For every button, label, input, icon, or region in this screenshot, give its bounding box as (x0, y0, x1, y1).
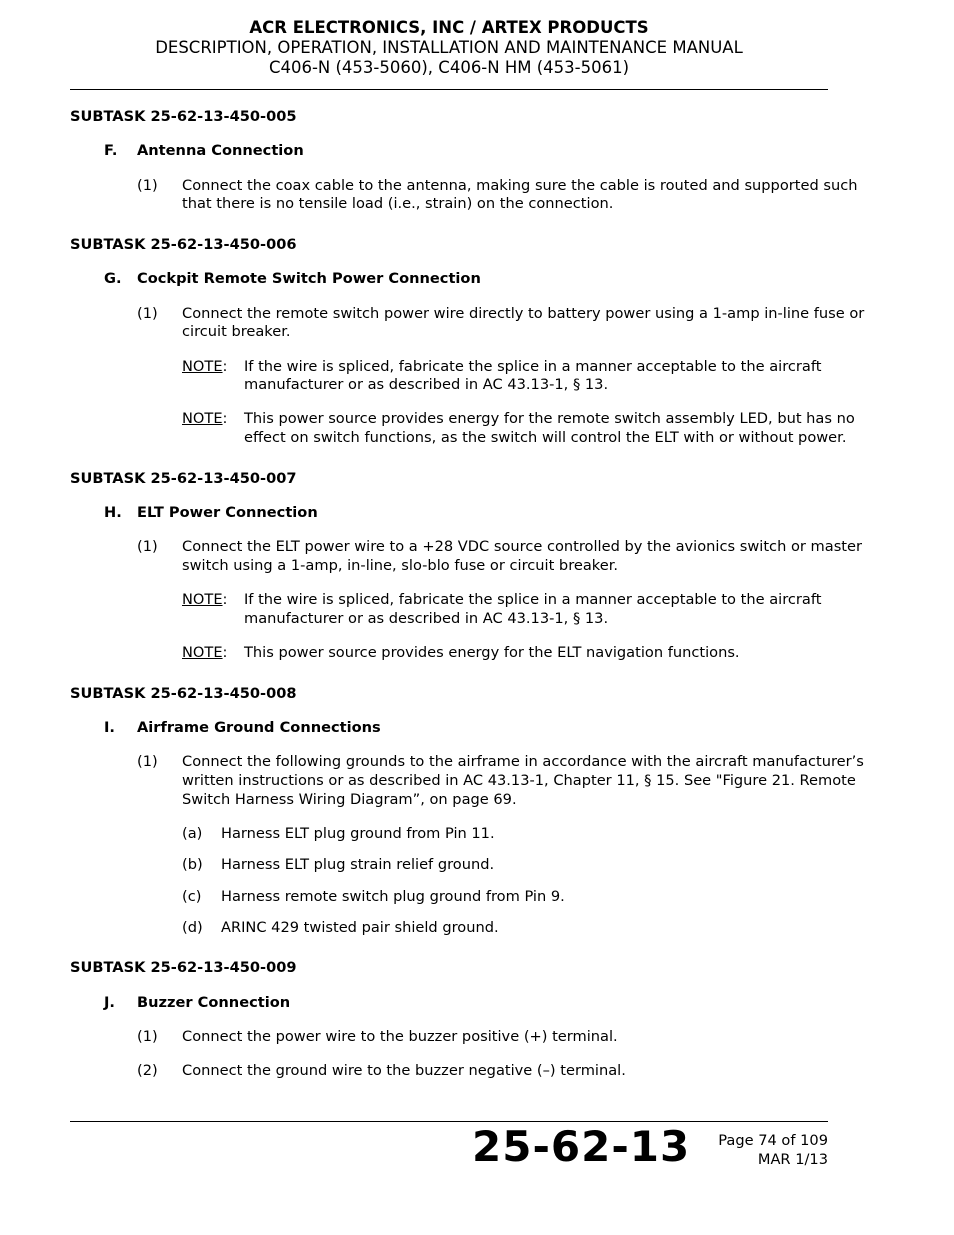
note-line: If the wire is spliced, fabricate the splice in a manner acceptable to the aircraft (244, 358, 822, 375)
step-number: (1) (137, 177, 158, 194)
substep-number: (d) (182, 919, 203, 936)
step-line: Connect the power wire to the buzzer positive (+) terminal. (182, 1028, 618, 1045)
note-line: This power source provides energy for the ELT navigation functions. (244, 644, 740, 661)
note-line: manufacturer or as described in AC 43.13-1, § 13. (244, 376, 609, 393)
note-line: This power source provides energy for the remote switch assembly LED, but has no (244, 410, 855, 427)
step-line: Connect the coax cable to the antenna, making sure the cable is routed and supported such (182, 177, 858, 194)
subtask-id: SUBTASK 25-62-13-450-008 (70, 685, 297, 702)
step-line: Connect the ELT power wire to a +28 VDC source controlled by the avionics switch or master (182, 538, 862, 555)
step-line: circuit breaker. (182, 323, 291, 340)
manual-title: DESCRIPTION, OPERATION, INSTALLATION AND MAINTENANCE MANUAL (155, 38, 743, 57)
step-line: switch using a 1-amp, in-line, slo-blo fuse or circuit breaker. (182, 557, 619, 574)
section-letter: G. (104, 270, 122, 287)
note-label: NOTE: (182, 410, 228, 427)
step-line: Connect the remote switch power wire directly to battery power using a 1-amp in-line fuse or (182, 305, 865, 322)
section-heading: Airframe Ground Connections (137, 719, 381, 736)
step-number: (2) (137, 1062, 158, 1079)
section-letter: J. (104, 994, 115, 1011)
model-numbers: C406-N (453-5060), C406-N HM (453-5061) (268, 58, 630, 77)
step-number: (1) (137, 305, 158, 322)
substep-number: (a) (182, 825, 203, 842)
note-label: NOTE: (182, 358, 228, 375)
substep-number: (b) (182, 856, 203, 873)
section-letter: H. (104, 504, 122, 521)
subtask-id: SUBTASK 25-62-13-450-006 (70, 236, 297, 253)
substep-text: Harness remote switch plug ground from Pin 9. (221, 888, 565, 905)
note-line: If the wire is spliced, fabricate the splice in a manner acceptable to the aircraft (244, 591, 822, 608)
note-line: manufacturer or as described in AC 43.13-1, § 13. (244, 610, 609, 627)
step-line: written instructions or as described in AC 43.13-1, Chapter 11, § 15. See "Figure 21. Remote (182, 772, 856, 789)
substep-text: Harness ELT plug ground from Pin 11. (221, 825, 495, 842)
section-heading: Buzzer Connection (137, 994, 291, 1011)
step-number: (1) (137, 753, 158, 770)
footer-rule (70, 1121, 828, 1122)
page-header (70, 18, 828, 78)
subtask-id: SUBTASK 25-62-13-450-005 (70, 108, 297, 125)
page-info (718, 1131, 828, 1169)
section-heading: Cockpit Remote Switch Power Connection (137, 270, 481, 287)
subtask-id: SUBTASK 25-62-13-450-009 (70, 959, 297, 976)
section-letter: I. (104, 719, 115, 736)
document-number: 25-62-13 (472, 1122, 691, 1171)
note-label: NOTE: (182, 591, 228, 608)
note-line: effect on switch functions, as the switch will control the ELT with or without power. (244, 429, 847, 446)
step-number: (1) (137, 1028, 158, 1045)
revision-date: MAR 1/13 (757, 1151, 828, 1168)
substep-text: ARINC 429 twisted pair shield ground. (221, 919, 499, 936)
step-line: Switch Harness Wiring Diagram”, on page 69. (182, 791, 517, 808)
page-number: Page 74 of 109 (718, 1132, 828, 1149)
step-line: that there is no tensile load (i.e., strain) on the connection. (182, 195, 614, 212)
section-heading: ELT Power Connection (137, 504, 318, 521)
section-letter: F. (104, 142, 118, 159)
note-label: NOTE: (182, 644, 228, 661)
section-heading: Antenna Connection (137, 142, 304, 159)
step-number: (1) (137, 538, 158, 555)
substep-text: Harness ELT plug strain relief ground. (221, 856, 495, 873)
subtask-id: SUBTASK 25-62-13-450-007 (70, 470, 297, 487)
company-name: ACR ELECTRONICS, INC / ARTEX PRODUCTS (249, 18, 649, 37)
step-line: Connect the following grounds to the airframe in accordance with the aircraft manufacturer’s (182, 753, 864, 770)
step-line: Connect the ground wire to the buzzer negative (–) terminal. (182, 1062, 626, 1079)
substep-number: (c) (182, 888, 202, 905)
header-rule (70, 89, 828, 90)
